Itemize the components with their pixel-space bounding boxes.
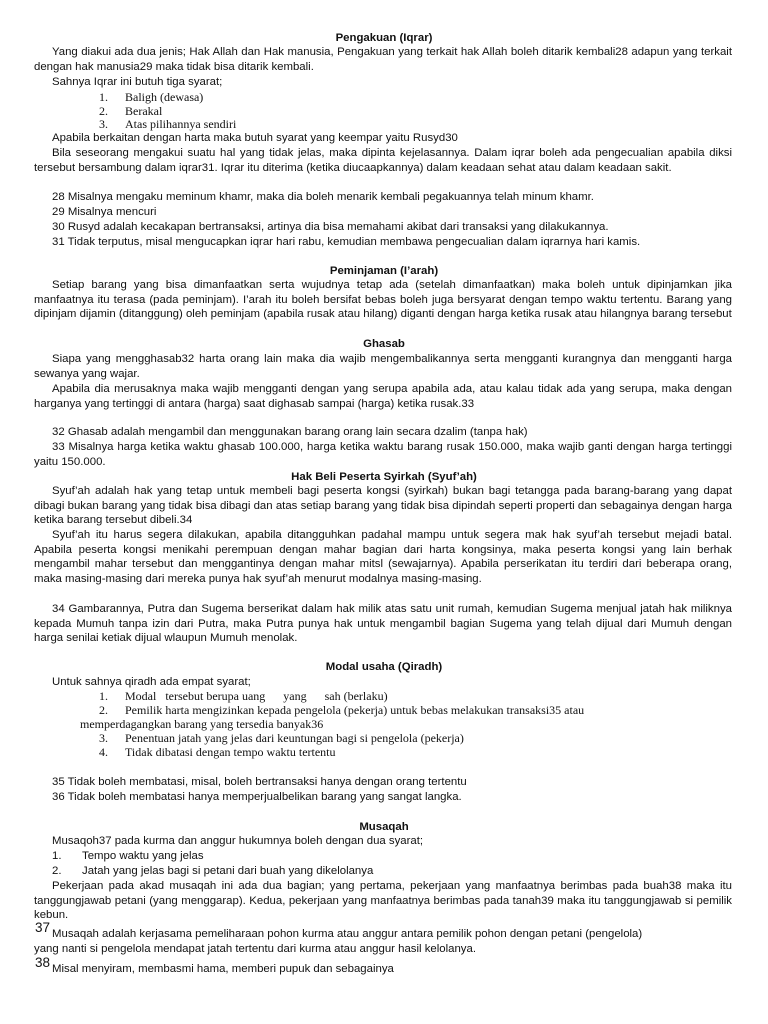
ghasab-paragraph-1: Siapa yang mengghasab32 harta orang lain maka dia wajib mengembalikannya serta mengganti kurangnya dan mengganti harga sewanya yang wajar. [34, 353, 732, 380]
list-text: Baligh (dewasa) [125, 90, 204, 104]
iqrar-condition-3 [99, 117, 236, 132]
footnote-34: 34 Gambarannya, Putra dan Sugema berserikat dalam hak milik atas satu unit rumah, kemudian Sugema menjual jatah hak miliknya kepada Mumuh tanpa izin dari Putra, maka Putra punya hak untuk mengambil bagian Sugema yang telah dijual dari Mumuh dengan harga senilai ketiak dijual wlaupun Mumuh menolak. [34, 603, 732, 645]
list-text: Berakal [125, 104, 163, 118]
section-title-qiradh: Modal usaha (Qiradh) [325, 661, 443, 673]
footnote-33: 33 Misalnya harga ketika waktu ghasab 100.000, harga ketika waktu barang rusak 150.000, maka wajib ganti dengan harga tertinggi yaitu 150.000. [34, 441, 732, 468]
footnote-38: Misal menyiram, membasmi hama, memberi pupuk dan sebagainya [52, 963, 394, 975]
list-number: 3. [99, 731, 108, 745]
list-number: 1. [99, 689, 108, 703]
syufah-paragraph-1: Syuf’ah adalah hak yang tetap untuk membeli bagi peserta kongsi (syirkah) bukan bagi tetangga pada barang-barang yang dapat dibagi bukan barang yang tidak bisa dibagi dan atas setiap barang yang tidak bisa dipindah seperti properti dan sebagainya dengan harga ketika barang tersebut dibeli.34 [34, 485, 732, 527]
musaqah-condition-1 [52, 849, 204, 864]
ghasab-paragraph-2: Apabila dia merusaknya maka wajib mengganti dengan yang serupa apabila ada, atau kalau tidak ada yang serupa, maka dengan harganya yang tertinggi di antara (harga) saat dighasab sampai (harga) ketika rusak.33 [34, 383, 732, 410]
footnote-28: 28 Misalnya mengaku meminum khamr, maka dia boleh menarik kembali pegakuannya telah minum khamr. [52, 191, 594, 203]
list-number: 2. [99, 104, 108, 118]
qiradh-condition-4 [99, 745, 336, 760]
list-text: Jatah yang jelas bagi si petani dari buah yang dikelolanya [82, 865, 374, 877]
footnote-37-number: 37 [35, 920, 51, 935]
iqrar-paragraph-2: Sahnya Iqrar ini butuh tiga syarat; [52, 76, 223, 88]
footnote-37-line-2: yang nanti si pengelola mendapat jatah tertentu dari kurma atau anggur hasil kelolanya. [34, 943, 476, 955]
qiradh-condition-2-continued: memperdagangkan barang yang tersedia banyak36 [80, 717, 324, 731]
list-number: 2. [99, 703, 108, 717]
musaqah-paragraph-1: Musaqoh37 pada kurma dan anggur hukumnya boleh dengan dua syarat; [52, 835, 424, 847]
iarah-paragraph-1: Setiap barang yang bisa dimanfaatkan serta wujudnya tetap ada (setelah dimanfaatkan) maka boleh untuk dipinjamkan jika manfaatnya itu terasa (pada peminjam). I’arah itu boleh bersifat bebas boleh juga bersyarat dengan tempo waktu tertentu. Barang yang dipinjam dijamin (ditanggung) oleh peminjam (apabila rusak atau hilang) diganti dengan harga ketika rusak atau hilangnya barang tersebut [34, 279, 732, 321]
qiradh-condition-1 [99, 689, 388, 704]
footnote-35: 35 Tidak boleh membatasi, misal, boleh bertransaksi hanya dengan orang tertentu [52, 776, 467, 788]
musaqah-condition-2 [52, 864, 373, 879]
iqrar-paragraph-3: Apabila berkaitan dengan harta maka butuh syarat yang keempar yaitu Rusyd30 [52, 132, 458, 144]
footnote-31: 31 Tidak terputus, misal mengucapkan iqrar hari rabu, kemudian membawa pengecualian dalam iqrarnya hari kamis. [52, 236, 641, 248]
list-text: Atas pilihannya sendiri [125, 117, 237, 131]
footnote-29: 29 Misalnya mencuri [52, 206, 157, 218]
footnote-38-number: 38 [35, 955, 51, 970]
iqrar-paragraph-4: Bila seseorang mengakui suatu hal yang tidak jelas, maka dipinta kejelasannya. Dalam iqrar boleh ada pengecualian apabila diksi tersebut bersambung dalam iqrar31. Iqrar itu diterima (ketika diucaapkannya) dalam keadaan sehat atau dalam keadaan sakit. [34, 147, 732, 174]
iqrar-condition-1 [99, 90, 203, 105]
footnote-37-line-1: Musaqah adalah kerjasama pemeliharaan pohon kurma atau anggur antara pemilik pohon dengan petani (pengelola) [52, 928, 643, 940]
list-number: 3. [99, 117, 108, 131]
footnote-32: 32 Ghasab adalah mengambil dan menggunakan barang orang lain secara dzalim (tanpa hak) [52, 426, 528, 438]
section-title-ghasab: Ghasab [363, 338, 405, 350]
list-text: Penentuan jatah yang jelas dari keuntungan bagi si pengelola (pekerja) [125, 731, 464, 745]
syufah-paragraph-2: Syuf’ah itu harus segera dilakukan, apabila ditangguhkan padahal mampu untuk segera mak hak syuf’ah tersebut mejadi batal. Apabila peserta kongsi menikahi perempuan dengan mahar bagian dari harta kongsinya, maka peserta kongsi yang lain berhak mengambil mahar tersebut dan menggantinya dengan mahar mitsl (sewajarnya). Apabila perserikatan itu terdiri dari beberapa orang, maka masing-masing dari mereka punya hak syuf’ah menurut modalnya masing-masing. [34, 529, 732, 585]
section-title-iqrar: Pengakuan (Iqrar) [335, 32, 433, 44]
list-text: Modal tersebut berupa uang yang sah (berlaku) [125, 689, 388, 703]
qiradh-paragraph-1: Untuk sahnya qiradh ada empat syarat; [52, 676, 251, 688]
list-number: 1. [52, 850, 62, 862]
musaqah-paragraph-2: Pekerjaan pada akad musaqah ini ada dua bagian; yang pertama, pekerjaan yang manfaatnya berimbas pada buah38 maka itu tanggungjawab petani (yang menggarap). Kedua, pekerjaan yang manfaatnya berimbas pada tanah39 maka itu tanggungjawab si pemilik kebun. [34, 880, 732, 922]
section-title-musaqah: Musaqah [359, 821, 409, 833]
list-number: 1. [99, 90, 108, 104]
list-text: Pemilik harta mengizinkan kepada pengelola (pekerja) untuk bebas melakukan transaksi35 atau [125, 703, 585, 717]
list-text: Tidak dibatasi dengan tempo waktu tertentu [125, 745, 336, 759]
footnote-30: 30 Rusyd adalah kecakapan bertransaksi, artinya dia bisa memahami akibat dari transaksi yang dilakukannya. [52, 221, 609, 233]
iqrar-paragraph-1: Yang diakui ada dua jenis; Hak Allah dan Hak manusia, Pengakuan yang terkait hak Allah boleh ditarik kembali28 adapun yang terkait dengan hak manusia29 maka tidak bisa ditarik kembali. [34, 46, 732, 73]
footnote-36: 36 Tidak boleh membatasi hanya memperjualbelikan barang yang sangat langka. [52, 791, 462, 803]
list-number: 4. [99, 745, 108, 759]
qiradh-condition-3 [99, 731, 464, 746]
qiradh-condition-2 [99, 703, 584, 718]
section-title-iarah: Peminjaman (I’arah) [329, 265, 439, 277]
list-number: 2. [52, 865, 62, 877]
section-title-syufah: Hak Beli Peserta Syirkah (Syuf’ah) [291, 471, 477, 483]
list-text: Tempo waktu yang jelas [82, 850, 204, 862]
